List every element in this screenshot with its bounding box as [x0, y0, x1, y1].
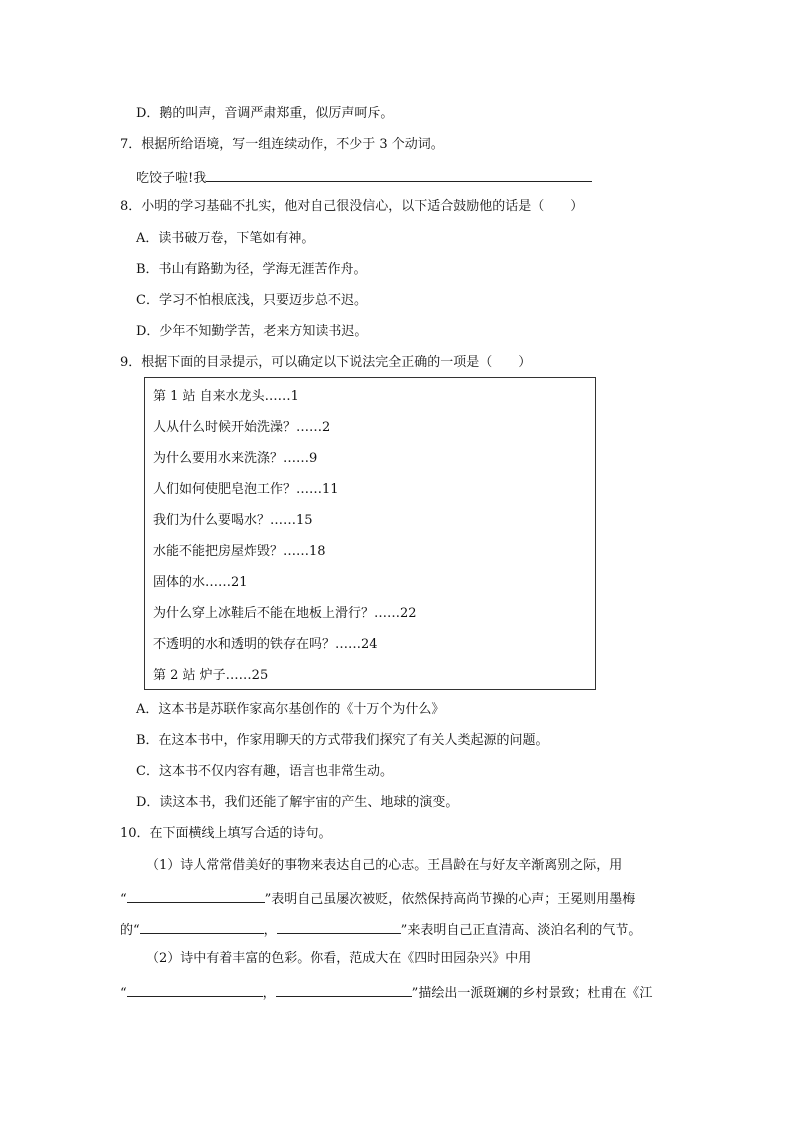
- q9-stem: 9．根据下面的目录提示，可以确定以下说法完全正确的一项是（ ）: [120, 355, 532, 370]
- toc-entry: 第 1 站 自来水龙头……1: [153, 389, 299, 404]
- q10-blank-5[interactable]: [276, 983, 412, 997]
- q10-blank-2[interactable]: [140, 920, 264, 934]
- q10-blank-3[interactable]: [277, 920, 401, 934]
- toc-entry: 第 2 站 炉子……25: [153, 668, 269, 683]
- q10-part2-text: （2）诗中有着丰富的色彩。你看，范成大在《四时田园杂兴》中用: [146, 951, 532, 966]
- q8-stem: 8．小明的学习基础不扎实，他对自己很没信心，以下适合鼓励他的话是（ ）: [120, 199, 584, 214]
- q9-option-c: C．这本书不仅内容有趣，语言也非常生动。: [136, 764, 393, 779]
- q9-option-a: A．这本书是苏联作家高尔基创作的《十万个为什么》: [136, 702, 445, 717]
- q8-option-a: A．读书破万卷，下笔如有神。: [136, 231, 315, 246]
- q8-option-d: D．少年不知勤学苦，老来方知读书迟。: [136, 324, 368, 339]
- comma: ，: [262, 986, 276, 1001]
- q10-blank-1[interactable]: [127, 889, 265, 903]
- toc-entry: 不透明的水和透明的铁存在吗？……24: [153, 637, 378, 652]
- q10-part2-text-2: ”描绘出一派斑斓的乡村景致；杜甫在《江: [411, 986, 653, 1001]
- toc-entry: 人们如何使肥皂泡工作？……11: [153, 482, 339, 497]
- q7-stem: 7．根据所给语境，写一组连续动作，不少于 3 个动词。: [120, 137, 444, 152]
- q10-part1-line3: [120, 920, 641, 939]
- q10-part1-line2: [120, 889, 635, 908]
- q9-option-d: D．读这本书，我们还能了解宇宙的产生、地球的演变。: [136, 795, 459, 810]
- q8-option-b: B．书山有路勤为径，学海无涯苦作舟。: [136, 262, 367, 277]
- q10-part2-line2: [120, 983, 652, 1002]
- comma: ，: [263, 923, 277, 938]
- toc-entry: 为什么穿上冰鞋后不能在地板上滑行？……22: [153, 606, 417, 621]
- toc-entry: 固体的水……21: [153, 575, 248, 590]
- q10-stem: 10．在下面横线上填写合适的诗句。: [120, 826, 332, 841]
- q10-part1-text-2: ”表明自己虽屡次被贬，依然保持高尚节操的心声；王冕则用墨梅: [264, 892, 636, 907]
- quote-open: “: [120, 986, 127, 1001]
- q10-part1-text-3: ”来表明自己正直清高、淡泊名利的气节。: [400, 923, 642, 938]
- q10-part1-text: （1）诗人常常借美好的事物来表达自己的心志。王昌龄在与好友辛渐离别之际，用: [146, 858, 623, 873]
- quote-open: “: [120, 892, 127, 907]
- q7-answer-line: [136, 168, 592, 187]
- q6-option-d: D．鹅的叫声，音调严肃郑重，似厉声呵斥。: [136, 106, 394, 121]
- q9-table-of-contents: [144, 377, 596, 690]
- toc-entry: 为什么要用水来洗涤？……9: [153, 451, 318, 466]
- toc-entry: 水能不能把房屋炸毁？……18: [153, 544, 326, 559]
- q8-option-c: C．学习不怕根底浅，只要迈步总不迟。: [136, 293, 367, 308]
- toc-entry: 人从什么时候开始洗澡？……2: [153, 420, 331, 435]
- toc-entry: 我们为什么要喝水？……15: [153, 513, 313, 528]
- q10-blank-4[interactable]: [127, 983, 263, 997]
- q9-option-b: B．在这本书中，作家用聊天的方式带我们探究了有关人类起源的问题。: [136, 733, 549, 748]
- quote-open: 的“: [120, 923, 140, 938]
- q7-prompt: 吃饺子啦!我: [136, 171, 207, 186]
- q7-answer-blank[interactable]: [206, 168, 592, 182]
